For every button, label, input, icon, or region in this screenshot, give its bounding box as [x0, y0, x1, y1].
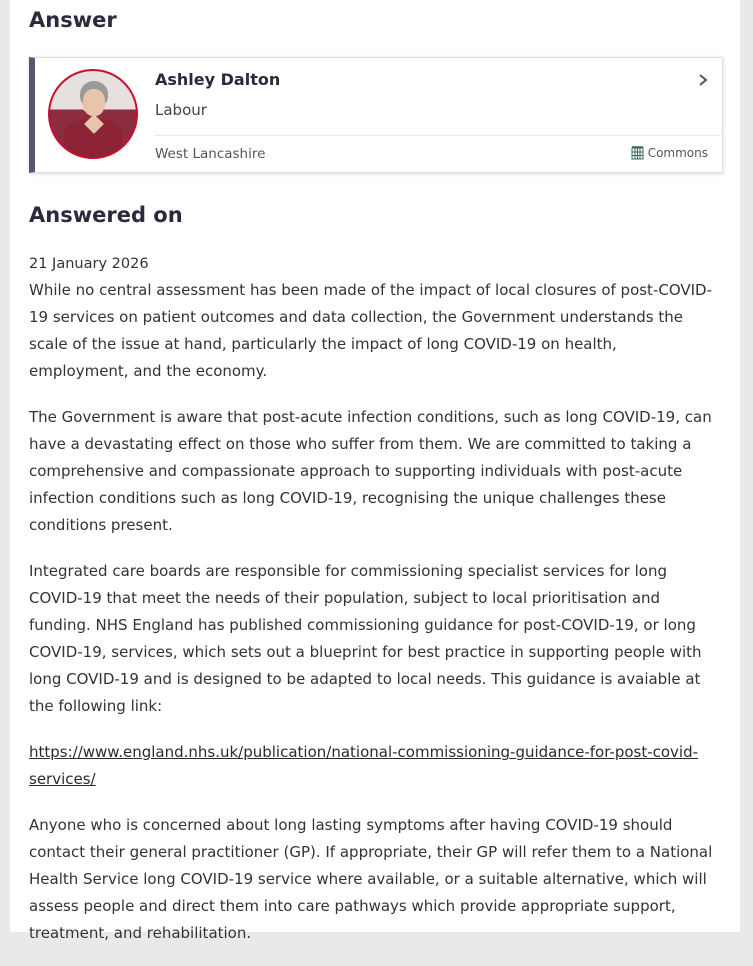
member-constituency: West Lancashire	[155, 146, 266, 162]
member-party: Labour	[155, 101, 207, 119]
house-badge	[631, 146, 708, 160]
portcullis-icon	[631, 146, 644, 160]
answer-heading: Answer	[29, 8, 117, 32]
answer-paragraph: While no central assessment has been made of the impact of local closures of post-COVID-19 services on patient outcomes and data collection, the Government understands the scale of the issue at hand, particularly the impact of long COVID-19 on health, employment, and the economy.	[29, 281, 713, 380]
answer-paragraph: Anyone who is concerned about long lasting symptoms after having COVID-19 should contact their general practitioner (GP). If appropriate, their GP will refer them to a National Health Service long COVID-19 service where available, or a suitable alternative, which will assess people and direct them into care pathways which provide appropriate support, treatment, and rehabilitation.	[29, 816, 713, 942]
link-paragraph	[29, 739, 719, 793]
house-label: Commons	[647, 146, 708, 160]
chevron-right-icon[interactable]	[698, 70, 708, 90]
answer-body	[29, 277, 719, 966]
guidance-link[interactable]: https://www.england.nhs.uk/publication/national-commissioning-guidance-for-post-covid-services/	[29, 743, 699, 788]
answer-date: 21 January 2026	[29, 256, 149, 272]
answer-paragraph: The Government is aware that post-acute infection conditions, such as long COVID-19, can have a devastating effect on those who suffer from them. We are committed to taking a comprehensive and compassionate approach to supporting individuals with post-acute infection conditions such as long COVID-19, recognising the unique challenges these conditions present.	[29, 408, 712, 534]
answered-on-heading: Answered on	[29, 203, 183, 227]
member-name[interactable]: Ashley Dalton	[155, 70, 281, 89]
member-avatar	[48, 69, 138, 159]
card-divider	[155, 135, 722, 136]
page	[10, 0, 740, 942]
member-card[interactable]	[29, 57, 723, 173]
answer-paragraph: Integrated care boards are responsible for commissioning specialist services for long COVID-19 that meet the needs of their population, subject to local prioritisation and funding. NHS England has published commissioning guidance for post-COVID-19, or long COVID-19, services, which sets out a blueprint for best practice in supporting people with long COVID-19 and is designed to be adapted to local needs. This guidance is avaiable at the following link:	[29, 562, 702, 715]
avatar-face	[83, 89, 105, 116]
